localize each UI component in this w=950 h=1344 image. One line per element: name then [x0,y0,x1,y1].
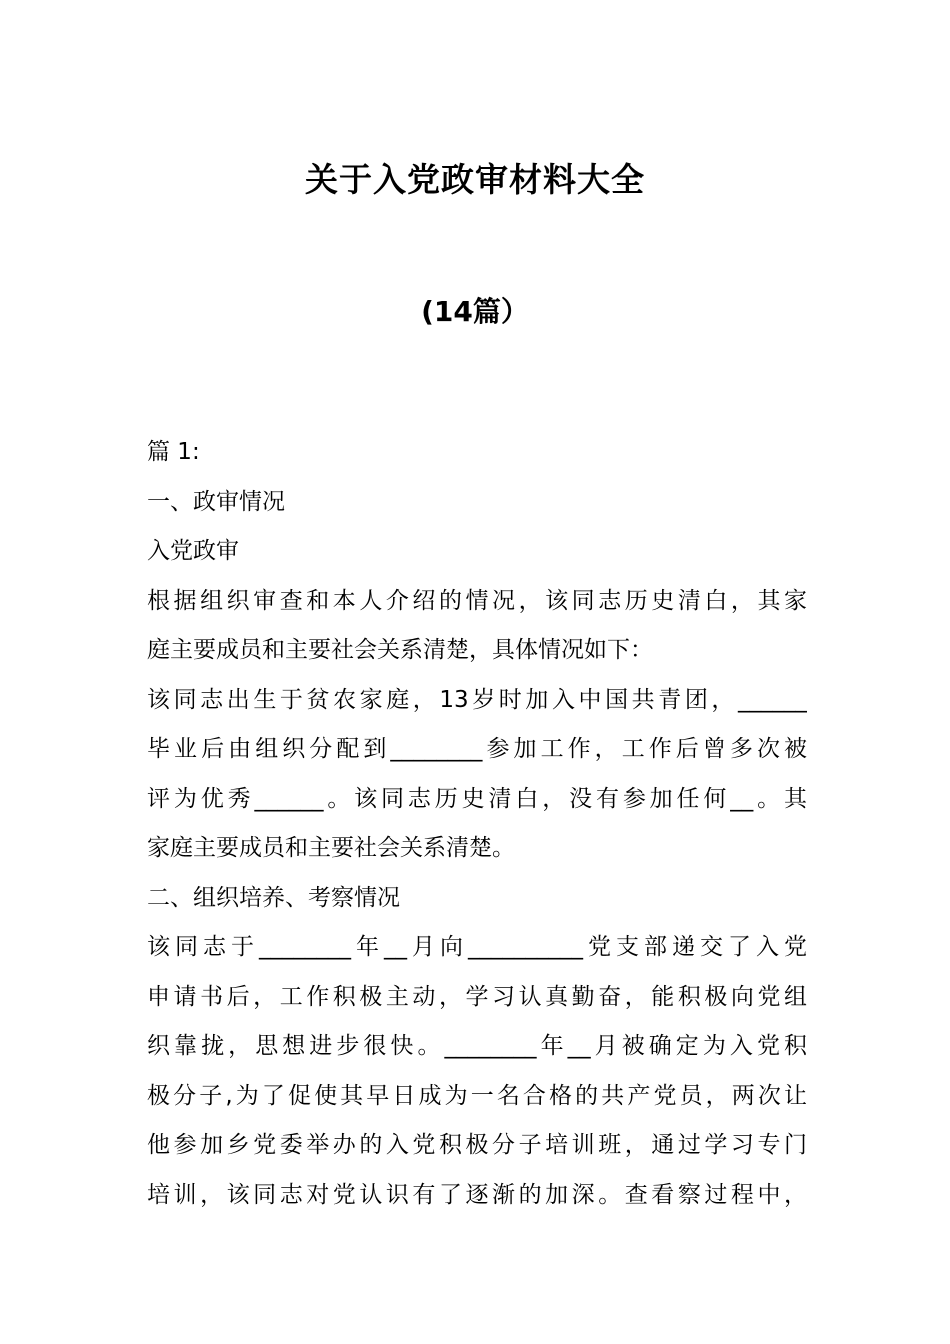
paragraph-line: 评为优秀______。该同志历史清白，没有参加任何__。其 [147,785,807,812]
paragraph-line: 申请书后，工作积极主动，学习认真勤奋，能积极向党组 [147,983,807,1010]
paragraph-line: 他参加乡党委举办的入党积极分子培训班，通过学习专门 [147,1132,807,1158]
heading-training-review: 二、组织培养、考察情况 [147,884,400,911]
paragraph-line: 极分子,为了促使其早日成为一名合格的共产党员，两次让 [147,1082,807,1109]
paragraph-line: 毕业后由组织分配到________参加工作，工作后曾多次被 [147,736,807,762]
paragraph-line: 家庭主要成员和主要社会关系清楚。 [147,835,515,861]
document-body [147,428,807,1220]
document-subtitle: (14篇） [421,295,529,328]
paragraph-line: 该同志于________年__月向__________党支部递交了入党 [147,934,807,960]
paragraph-line: 织靠拢，思想进步很快。________年__月被确定为入党积 [147,1033,807,1059]
paragraph-line: 培训，该同志对党认识有了逐渐的加深。查看察过程中， [147,1181,807,1208]
paragraph-line: 根据组织审查和本人介绍的情况，该同志历史清白，其家 [147,587,807,614]
paragraph-line: 该同志出生于贫农家庭，13岁时加入中国共青团，______ [147,686,807,713]
subheading-party-review: 入党政审 [147,538,239,564]
document-title: 关于入党政审材料大全 [305,160,645,199]
section-label: 篇 1: [147,439,200,465]
heading-political-review: 一、政审情况 [147,488,285,515]
paragraph-line: 庭主要成员和主要社会关系清楚，具体情况如下： [147,637,653,663]
